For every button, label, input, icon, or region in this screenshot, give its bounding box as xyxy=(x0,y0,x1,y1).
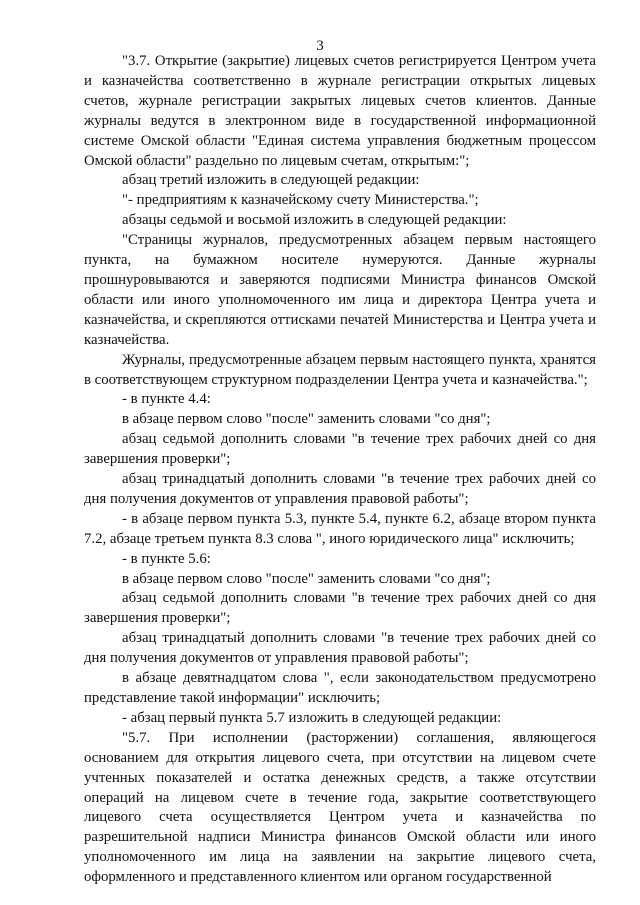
paragraph-enterprises: "- предприятиям к казначейскому счету Министерства."; xyxy=(122,192,479,209)
paragraph-5-6-nineteenth: в абзаце девятнадцатом слова ", если законодательством предусмотрено представление такой информации" исключить; xyxy=(84,670,596,706)
paragraph-5-6-first: в абзаце первом слово "после" заменить словами "со дня"; xyxy=(122,570,491,587)
paragraph-journal-pages: "Страницы журналов, предусмотренных абзацем первым настоящего пункта, на бумажном носителе нумеруются. Данные журналы прошнуровываются и заверяются подписями Министра финансов Омской области или иного уполномоченного им лица и директора Центра учета и казначейства, и скрепляются оттисками печатей Министерства и Центра учета и казначейства. xyxy=(84,232,596,348)
page-number: 3 xyxy=(316,38,324,54)
paragraph-item-5-7-instruction: - абзац первый пункта 5.7 изложить в следующей редакции: xyxy=(122,709,502,726)
paragraph-5-7-text: "5.7. При исполнении (расторжении) соглашения, являющегося основанием для открытия лицевого счета, при отсутствии на лицевом счете учтенных показателей и остатка денежных средств, а также отсутствии операций на лицевом счете в течение года, закрытие соответствующего лицевого счета осуществляется Центром учета и казначейства по разрешительной надписи Министра финансов Омской области или иного уполномоченного им лица на заявлении на закрытие лицевого счета, оформленного и представленного клиентом или органом государственной xyxy=(84,729,596,886)
paragraph-5-6-seventh: абзац седьмой дополнить словами "в течение трех рабочих дней со дня завершения проверки"; xyxy=(84,590,596,627)
paragraph-4-4-thirteenth: абзац тринадцатый дополнить словами "в течение трех рабочих дней со дня получения документов от управления правовой работы"; xyxy=(84,471,596,507)
paragraph-4-4-first: в абзаце первом слово "после" заменить словами "со дня"; xyxy=(122,411,491,428)
paragraph-legal-entity-removal: - в абзаце первом пункта 5.3, пункте 5.4, пункте 6.2, абзаце втором пункта 7.2, абзаце третьем пункта 8.3 слова ", иного юридического лица" исключить; xyxy=(84,510,596,547)
paragraph-instruction-seventh-eighth: абзацы седьмой и восьмой изложить в следующей редакции: xyxy=(122,212,507,229)
paragraph-instruction-third: абзац третий изложить в следующей редакции: xyxy=(122,172,420,189)
paragraph-5-6-thirteenth: абзац тринадцатый дополнить словами "в течение трех рабочих дней со дня получения документов от управления правовой работы"; xyxy=(84,630,596,667)
paragraph-item-5-6: - в пункте 5.6: xyxy=(122,550,211,567)
document-body xyxy=(84,52,596,888)
paragraph-3-7-heading: "3.7. Открытие (закрытие) лицевых счетов регистрируется Центром учета и казначейства соответственно в журнале регистрации открытых лицевых счетов, журнале регистрации закрытых лицевых счетов клиентов. Данные журналы ведутся в электронном виде в государственной информационной системе Омской области "Единая система управления бюджетным процессом Омской области" раздельно по лицевым счетам, открытым:"; xyxy=(84,53,596,169)
paragraph-journal-storage: Журналы, предусмотренные абзацем первым настоящего пункта, хранятся в соответствующем структурном подразделении Центра учета и казначейства."; xyxy=(84,351,596,388)
paragraph-4-4-seventh: абзац седьмой дополнить словами "в течение трех рабочих дней со дня завершения проверки"; xyxy=(84,431,596,468)
paragraph-item-4-4: - в пункте 4.4: xyxy=(122,391,211,408)
